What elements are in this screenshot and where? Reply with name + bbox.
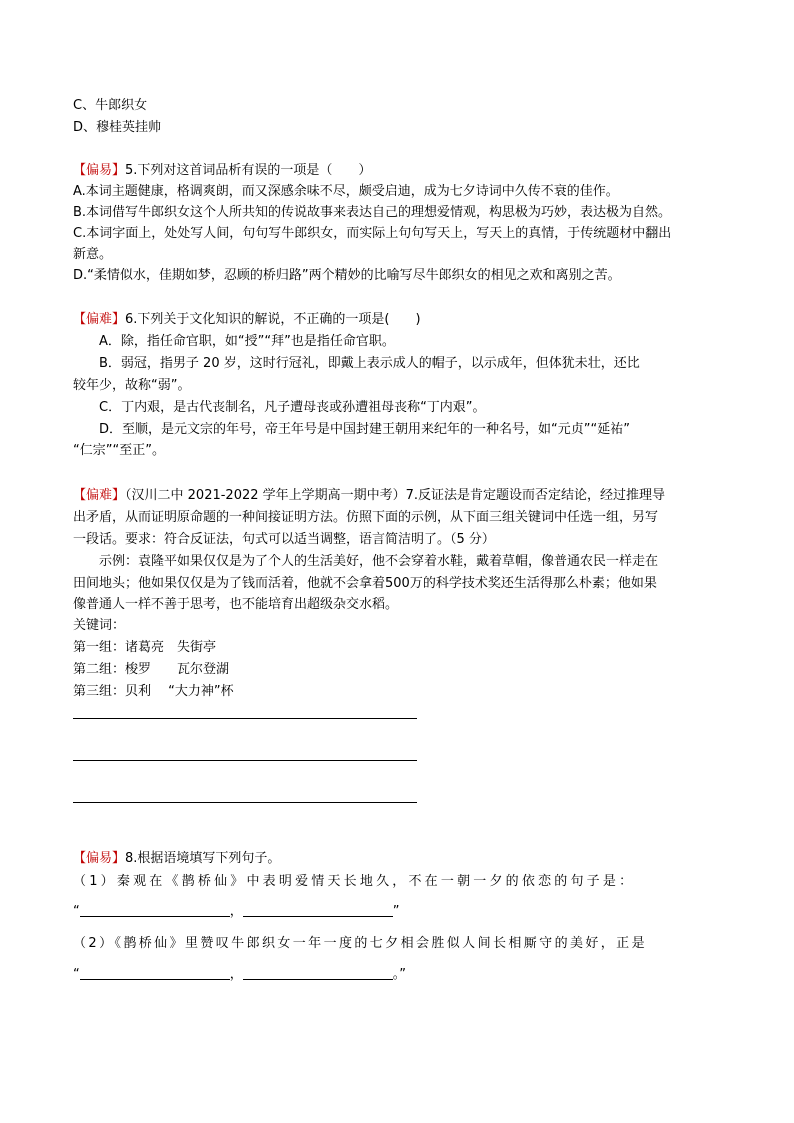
q7-stem-line3: 一段话。要求：符合反证法，句式可以适当调整，语言简洁明了。（5 分） [73, 532, 495, 547]
open-quote: “ [73, 967, 80, 982]
q7-stem-line1 [73, 486, 665, 506]
q5-option-c-line2: 新意。 [73, 247, 113, 262]
q8-sub2: （2）《鹊桥仙》里赞叹牛郎织女一年一度的七夕相会胜似人间长相厮守的美好，正是 [73, 936, 647, 951]
q4-option-d: D、穆桂英挂帅 [73, 120, 162, 135]
answer-line-2[interactable] [73, 760, 417, 761]
q7-keywords-label: 关键词： [73, 618, 126, 633]
q7-example-line1: 示例：袁隆平如果仅仅是为了个人的生活美好，他不会穿着水鞋，戴着草帽，像普通农民一样走在 [99, 554, 659, 569]
q6-option-d-line1: D．至顺，是元文宗的年号，帝王年号是中国封建王朝用来纪年的一种名号，如“元贞”“延祐” [99, 422, 630, 437]
q7-stem-line2: 出矛盾，从而证明原命题的一种间接证明方法。仿照下面的示例，从下面三组关键词中任选一组，另写 [73, 510, 659, 525]
difficulty-tag: 【偏难】 [73, 488, 126, 503]
q8-sub2-blanks [73, 965, 406, 985]
q7-example-line2: 田间地头；他如果仅仅是为了钱而活着，他就不会拿着500万的科学技术奖还生活得那么朴素；他如果 [73, 576, 657, 591]
answer-line-1[interactable] [73, 718, 417, 719]
close-quote: ” [392, 904, 400, 919]
q8-stem-text: 8.根据语境填写下列句子。 [125, 851, 281, 866]
difficulty-tag: 【偏易】 [73, 851, 126, 866]
q7-keyword-group-3: 第三组：贝利 “大力神”杯 [73, 684, 234, 699]
q5-option-b: B.本词借写牛郎织女这个人所共知的传说故事来表达自己的理想爱情观，构思极为巧妙，表达极为自然。 [73, 205, 672, 220]
q5-stem-text: 5.下列对这首词品析有误的一项是（ ） [125, 163, 372, 178]
comma: ， [229, 967, 243, 982]
q5-option-c-line1: C.本词字面上，处处写人间，句句写牛郎织女，而实际上句句写天上，写天上的真情，于传统题材中翻出 [73, 226, 672, 241]
fill-blank-4[interactable] [243, 965, 393, 980]
difficulty-tag: 【偏易】 [73, 163, 126, 178]
q6-option-a: A．除，指任命官职，如“授”“拜”也是指任命官职。 [99, 334, 395, 349]
fill-blank-2[interactable] [243, 902, 393, 917]
difficulty-tag: 【偏难】 [73, 312, 126, 327]
close-quote: 。” [392, 967, 407, 982]
open-quote: “ [73, 904, 80, 919]
q6-option-b-line2: 较年少，故称“弱”。 [73, 378, 191, 393]
q5-option-d: D.“柔情似水，佳期如梦，忍顾的桥归路”两个精妙的比喻写尽牛郎织女的相见之欢和离别之苦。 [73, 268, 621, 283]
q5-stem [73, 161, 371, 181]
q5-option-a: A.本词主题健康，格调爽朗，而又深感余味不尽，颇受启迪，成为七夕诗词中久传不衰的佳作。 [73, 184, 619, 199]
q6-option-b-line1: B．弱冠，指男子 20 岁，这时行冠礼，即戴上表示成人的帽子，以示成年，但体犹未壮，还比 [99, 356, 640, 371]
q8-stem [73, 849, 280, 869]
q7-example-line3: 像普通人一样不善于思考，也不能培育出超级杂交水稻。 [73, 597, 399, 612]
fill-blank-3[interactable] [80, 965, 230, 980]
fill-blank-1[interactable] [80, 902, 230, 917]
answer-line-3[interactable] [73, 802, 417, 803]
q6-stem-text: 6.下列关于文化知识的解说，不正确的一项是( ) [125, 312, 421, 327]
q7-keyword-group-2: 第二组：梭罗 瓦尔登湖 [73, 662, 230, 677]
q6-option-c: C．丁内艰，是古代丧制名，凡子遭母丧或孙遭祖母丧称“丁内艰”。 [99, 400, 486, 415]
comma: ， [229, 904, 243, 919]
q6-option-d-line2: “仁宗”“至正”。 [73, 443, 165, 458]
q7-keyword-group-1: 第一组：诸葛亮 失街亭 [73, 640, 217, 655]
q6-stem [73, 310, 421, 330]
q7-stem-text: （汉川二中 2021-2022 学年上学期高一期中考）7.反证法是肯定题设而否定结论，经过推理导 [125, 488, 666, 503]
q8-sub1: （1）秦观在《鹊桥仙》中表明爱情天长地久，不在一朝一夕的依恋的句子是： [73, 874, 636, 889]
q4-option-c: C、牛郎织女 [73, 98, 148, 113]
q8-sub1-blanks [73, 902, 400, 922]
